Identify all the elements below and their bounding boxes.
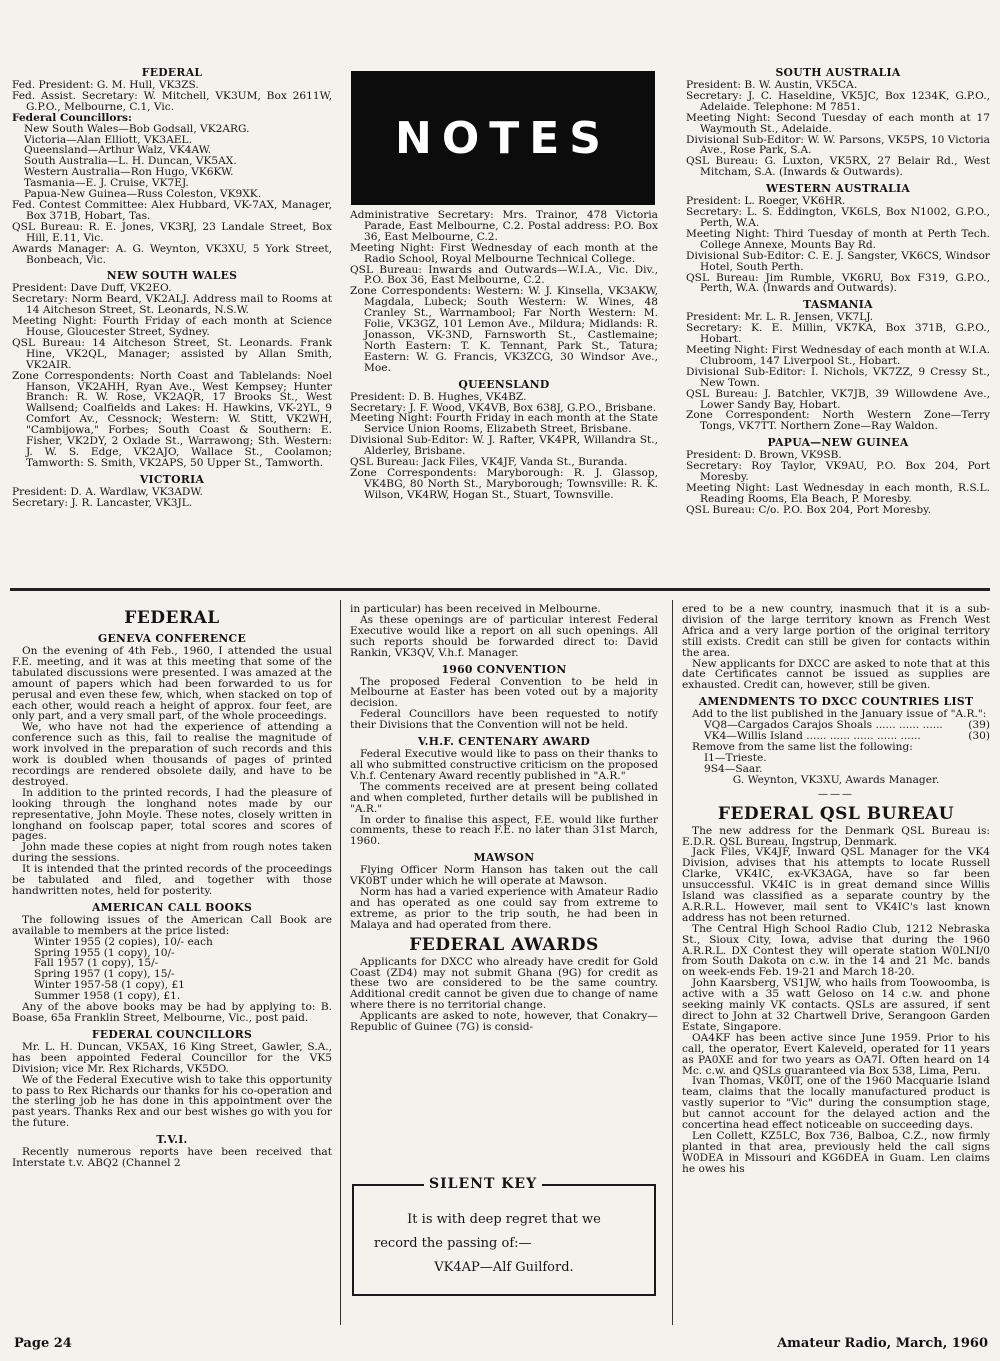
wa-item: Meeting Night: Third Tuesday of month at Perth Tech. College Annexe, Mounts Bay Rd.: [686, 227, 990, 251]
vhf-heading: V.H.F. CENTENARY AWARD: [417, 735, 591, 749]
nsw-heading: NEW SOUTH WALES: [106, 269, 238, 283]
councillor-entry: Papua-New Guinea—Russ Coleston, VK9XK.: [24, 188, 262, 201]
queensland-item: President: D. B. Hughes, VK4BZ.: [350, 390, 527, 403]
qsl-paragraph: Len Collett, KZ5LC, Box 736, Balboa, C.Z., now firmly planted in that area, previously held the call signs W0DEA in Missouri and KG6DEA in Guam. Len claims he owes his: [682, 1129, 990, 1175]
silent-key-title: SILENT KEY: [424, 1176, 542, 1192]
awards-paragraph: Applicants for DXCC who already have credit for Gold Coast (ZD4) may not submit Ghana (9G) for credit as these two are considered to be the same country. Additional credit cannot be given due to change of name where there is no territorial change.: [350, 955, 658, 1012]
councillors-paragraph: Mr. L. H. Duncan, VK5AX, 16 King Street, Gawler, S.A., has been appointed Federal Councillor for the VK5 Division; vice Mr. Rex Richards, VK5DO.: [12, 1040, 332, 1075]
federal-heading: FEDERAL: [141, 66, 203, 79]
federal-title: FEDERAL: [124, 608, 220, 628]
wa-item: Secretary: L. S. Eddington, VK6LS, Box N1002, G.P.O., Perth, W.A.: [686, 206, 990, 229]
qsl-paragraph: The new address for the Denmark QSL Bureau is: E.D.R. QSL Bureau, Ingstrup, Denmark.: [682, 824, 990, 848]
federal-item: Awards Manager: A. G. Weynton, VK3XU, 5 York Street, Bonbeach, Vic.: [12, 242, 332, 266]
sa-item: Secretary: J. C. Haseldine, VK5JC, Box 1234K, G.P.O., Adelaide. Telephone: M 7851.: [686, 89, 990, 113]
callbooks-heading: AMERICAN CALL BOOKS: [91, 900, 253, 914]
vhf-paragraph: The comments received are at present being collated and when completed, further details will be published in "A.R.": [350, 780, 658, 815]
column-divider: [672, 600, 673, 1325]
bottom-column-middle: [350, 604, 658, 1182]
queensland-item: Meeting Night: Fourth Friday in each month at the State Service Union Rooms, Elizabeth Street, Brisbane.: [350, 412, 658, 436]
png-item: President: D. Brown, VK9SB.: [686, 449, 842, 462]
geneva-paragraph: On the evening of 4th Feb., 1960, I attended the usual F.E. meeting, and it was at this meeting that some of the tabulated discussions were presented. I was amazed at the amount of papers which had been forwarded to us for perusal and even these few, which, when stacked on top of each other, would reach a height of approx. four feet, are only part, and a very small part, of the whole proceedings.: [12, 645, 332, 723]
tas-item: President: Mr. L. R. Jensen, VK7LJ.: [686, 311, 874, 324]
png-item: Meeting Night: Last Wednesday in each month, R.S.L. Reading Rooms, Ela Beach, P. Moresby.: [686, 482, 990, 505]
top-column-left: [12, 62, 332, 577]
federal-councillors-label: Federal Councillors:: [12, 111, 132, 124]
geneva-paragraph: It is intended that the printed records of the proceedings be tabulated and filed, and together with those handwritten notes, held for posterity.: [12, 863, 332, 897]
tvi-paragraph: in particular) has been received in Melbourne.: [350, 604, 601, 615]
victoria-item: QSL Bureau: Inwards and Outwards—W.I.A., Vic. Div., P.O. Box 36, East Melbourne, C.2.: [350, 263, 658, 287]
png-item: Secretary: Roy Taylor, VK9AU, P.O. Box 204, Port Moresby.: [686, 460, 990, 484]
callbook-entry: Fall 1957 (1 copy), 15/-: [34, 957, 159, 970]
tas-item: Divisional Sub-Editor: I. Nichols, VK7ZZ, 9 Cressy St., New Town.: [686, 365, 990, 389]
councillor-entry: Western Australia—Ron Hugo, VK6KW.: [24, 166, 234, 179]
victoria-item: Meeting Night: First Wednesday of each month at the Radio School, Royal Melbourne Technical College.: [350, 241, 658, 265]
notes-title: NOTES: [395, 112, 611, 164]
geneva-paragraph: We, who have not had the experience of attending a conference such as this, fail to realise the magnitude of work involved in the preparation of such records and this work is doubled when thousands of pages of printed recordings are rendered obsolete daily, and have to be destroyed.: [12, 721, 332, 788]
png-item: QSL Bureau: C/o. P.O. Box 204, Port Moresby.: [686, 503, 932, 516]
amendments-remove: Remove from the same list the following:: [692, 740, 913, 753]
nsw-item: President: Dave Duff, VK2EO.: [12, 282, 172, 295]
section-separator: ———: [818, 788, 854, 800]
amendments-heading: AMENDMENTS TO DXCC COUNTRIES LIST: [698, 695, 974, 709]
victoria-item: President: D. A. Wardlaw, VK3ADW.: [12, 485, 203, 498]
wa-item: President: L. Roeger, VK6HR.: [686, 195, 846, 208]
qsl-paragraph: Ivan Thomas, VK0IT, one of the 1960 Macquarie Island team, claims that the locally manufactured product is vastly superior to "Vic" during the consumption stage, but cannot account for the delayed action and the concertina head effect noticeable on succeeding days.: [682, 1075, 990, 1132]
victoria-heading: VICTORIA: [139, 472, 205, 486]
callbook-entry: Winter 1957-58 (1 copy), £1: [34, 979, 185, 992]
qsl-paragraph: John Kaarsberg, VS1JW, who hails from Toowoomba, is active with a 35 watt Geloso on 14 c.w. and phone seeking mainly VK contacts. QSLs are assured, if sent direct to John at 32 Chartwell Drive, Serangoon Garden Estate, Singapore.: [682, 977, 990, 1033]
convention-paragraph: Federal Councillors have been requested to notify their Divisions that the Convention will not be held.: [350, 708, 658, 732]
geneva-paragraph: John made these copies at night from rough notes taken during the sessions.: [12, 841, 332, 865]
callbook-entry: Winter 1955 (2 copies), 10/- each: [34, 935, 213, 948]
awards-title: FEDERAL AWARDS: [409, 934, 599, 955]
tas-heading: TASMANIA: [803, 298, 873, 312]
federal-item: Fed. Contest Committee: Alex Hubbard, VK-7AX, Manager, Box 371B, Hobart, Tas.: [12, 198, 332, 222]
qsl-bureau-title: FEDERAL QSL BUREAU: [717, 803, 955, 824]
sa-item: QSL Bureau: G. Luxton, VK5RX, 27 Belair Rd., West Mitcham, S.A. (Inwards & Outwards).: [686, 155, 990, 179]
wa-heading: WESTERN AUSTRALIA: [765, 182, 911, 196]
amendment-text: VK4—Willis Island ...... ...... ...... ...... ......: [704, 730, 921, 743]
top-column-right: [686, 62, 990, 577]
tas-item: Meeting Night: First Wednesday of each month at W.I.A. Clubroom, 147 Liverpool St., Hobart.: [686, 344, 990, 367]
victoria-item: Zone Correspondents: Western: W. J. Kinsella, VK3AKW, Magdala, Lubeck; South Western: W. Wines, 48 Cranley St., Warrnambool; Far North Western: M. Folie, VK3GZ, 101 Lemon Ave., Mildura; Midlands: R. Jonasson, VK-3ND, Farnsworth St., Castlemaine; North Eastern: T. K. Tennant, Park St., Tatura; Eastern: W. G. Francis, VK3ZCG, 30 Windsor Ave., Moe.: [350, 285, 658, 374]
vhf-paragraph: Federal Executive would like to pass on their thanks to all who submitted constructive criticism on the proposed V.h.f. Centenary Award recently published in "A.R.": [350, 748, 658, 782]
queensland-item: Divisional Sub-Editor: W. J. Rafter, VK4PR, Willandra St., Alderley, Brisbane.: [350, 434, 658, 458]
sa-item: Divisional Sub-Editor: W. W. Parsons, VK5PS, 10 Victoria Ave., Rose Park, S.A.: [686, 133, 990, 157]
sa-item: President: B. W. Austin, VK5CA.: [686, 79, 858, 91]
mawson-heading: MAWSON: [473, 851, 535, 865]
notes-title-box: [351, 71, 655, 205]
nsw-item: Zone Correspondents: North Coast and Tablelands: Noel Hanson, VK2AHH, Ryan Ave., West Kempsey; Hunter Branch: R. W. Rose, VK2AQR, 17 Brooks St., West Wallsend; Coalfields and Lakes: H. Hawkins, VK-2YL, 9 Comfort Av., Cessnock; Western: W. Stitt, VK2WH, "Cambijowa," Forbes; South Coast & Southern: E. Fisher, VK2DY, 2 Oxlade St., Warrawong; Sth. Western: J. W. S. Edge, VK2AJO, Wallace St., Coolamon; Tamworth: S. Smith, VK2APS, 50 Upper St., Tamworth.: [12, 369, 332, 469]
awards-paragraph: Applicants are asked to note, however, that Conakry—Republic of Guinee (7G) is consid-: [350, 1010, 658, 1034]
bottom-column-left: [12, 604, 332, 1332]
federal-item: Fed. President: G. M. Hull, VK3ZS.: [12, 79, 199, 91]
tas-item: Zone Correspondent: North Western Zone—Terry Tongs, VK7TT. Northern Zone—Ray Waldon.: [686, 409, 990, 433]
amendments-intro: Add to the list published in the January issue of "A.R.":: [692, 708, 987, 721]
tvi-heading: T.V.I.: [156, 1133, 188, 1147]
nsw-item: QSL Bureau: 14 Aitcheson Street, St. Leonards. Frank Hine, VK2QL, Manager; assisted by Allan Smith, VK2AIR.: [12, 336, 332, 371]
tvi-paragraph: As these openings are of particular interest Federal Executive would like a report on all such openings. All such reports should be forwarded direct to: David Rankin, VK3QV, V.h.f. Manager.: [350, 613, 658, 659]
callbooks-outro: Any of the above books may be had by applying to: B. Boase, 65a Franklin Street, Melbourne, Vic., post paid.: [12, 1001, 332, 1024]
qsl-paragraph: Jack Files, VK4JF, Inward QSL Manager for the VK4 Division, advises that his attempts to locate Russell Clarke, VK4IC, ex-VK3AGA, have so far been unsuccessful. VK4IC is in great demand since Willis Island was classified as a separate country by the A.R.R.L. However, mail sent to VK4IC's last known address has not been returned.: [682, 846, 990, 924]
amendment-removal: I1—Trieste.: [704, 751, 767, 764]
mawson-paragraph: Norm has had a varied experience with Amateur Radio and has operated as one could say from extreme to extreme, as prior to the trip south, he had been in Malaya and had operated from there.: [350, 886, 658, 931]
amendment-removal: 9S4—Saar.: [704, 762, 763, 775]
wa-item: Divisional Sub-Editor: C. E. J. Sangster, VK6CS, Windsor Hotel, South Perth.: [686, 249, 990, 273]
tvi-paragraph: Recently numerous reports have been received that Interstate t.v. ABQ2 (Channel 2: [12, 1146, 332, 1170]
sa-heading: SOUTH AUSTRALIA: [775, 66, 901, 79]
geneva-paragraph: In addition to the printed records, I had the pleasure of looking through the longhand notes made by our representative, John Moyle. These notes, closely written in longhand on foolscap paper, total scores and scores of pages.: [12, 786, 332, 843]
councillors-heading: FEDERAL COUNCILLORS: [91, 1027, 253, 1041]
convention-paragraph: The proposed Federal Convention to be held in Melbourne at Easter has been voted out by a majority decision.: [350, 675, 658, 710]
tas-item: QSL Bureau: J. Batchler, VK7JB, 39 Willowdene Ave., Lower Sandy Bay, Hobart.: [686, 387, 990, 411]
convention-heading: 1960 CONVENTION: [441, 662, 567, 676]
publication-footer: Amateur Radio, March, 1960: [777, 1336, 988, 1351]
queensland-item: Secretary: J. F. Wood, VK4VB, Box 638J, G.P.O., Brisbane.: [350, 401, 657, 414]
qsl-paragraph: The Central High School Radio Club, 1212 Nebraska St., Sioux City, Iowa, advise that during the 1960 A.R.R.L. DX Contest they will operate station W0LNI/0 from South Dakota on c.w. in the 14 and 21 Mc. bands on week-ends Feb. 19-21 and March 18-20.: [682, 922, 990, 979]
victoria-item: Administrative Secretary: Mrs. Trainor, 478 Victoria Parade, East Melbourne, C.2. Postal address: P.O. Box 36, East Melbourne, C.2.: [350, 210, 658, 243]
callbook-entry: Spring 1957 (1 copy), 15/-: [34, 968, 175, 981]
silent-key-box: [352, 1176, 656, 1296]
amendments-signature: G. Weynton, VK3XU, Awards Manager.: [732, 773, 940, 786]
awards-paragraph: New applicants for DXCC are asked to note that at this date Certificates cannot be issued as supplies are exhausted. Credit can, however, still be given.: [682, 657, 990, 692]
silent-key-line: VK4AP—Alf Guilford.: [434, 1260, 574, 1275]
page-number: Page 24: [14, 1336, 72, 1351]
mawson-paragraph: Flying Officer Norm Hanson has taken out the call VK0BT under which he will operate at Mawson.: [350, 864, 658, 888]
vhf-paragraph: In order to finalise this aspect, F.E. would like further comments, these to reach F.E. no later than 31st March, 1960.: [350, 813, 658, 848]
tas-item: Secretary: K. E. Millin, VK7KA, Box 371B, G.P.O., Hobart.: [686, 322, 990, 346]
column-divider: [340, 600, 341, 1325]
silent-key-line: record the passing of:—: [374, 1236, 532, 1251]
callbooks-intro: The following issues of the American Call Book are available to members at the price listed:: [12, 913, 332, 937]
section-divider: [10, 588, 990, 591]
federal-item: Fed. Assist. Secretary: W. Mitchell, VK3UM, Box 2611W, G.P.O., Melbourne, C.1, Vic.: [12, 89, 332, 113]
silent-key-line: It is with deep regret that we: [407, 1212, 601, 1227]
councillor-entry: Victoria—Alan Elliott, VK3AEL.: [24, 133, 192, 146]
bottom-column-right: [682, 604, 990, 1332]
councillor-entry: New South Wales—Bob Godsall, VK2ARG.: [24, 122, 250, 135]
queensland-item: Zone Correspondents: Maryborough: R. J. Glassop, VK4BG, 80 North St., Maryborough; Townsville: R. K. Wilson, VK4RW, Hogan St., Stuart, Townsville.: [350, 466, 658, 501]
sa-item: Meeting Night: Second Tuesday of each month at 17 Waymouth St., Adelaide.: [686, 111, 990, 135]
councillor-entry: South Australia—L. H. Duncan, VK5AX.: [24, 155, 237, 168]
callbook-entry: Summer 1958 (1 copy), £1.: [34, 990, 181, 1003]
queensland-heading: QUEENSLAND: [458, 377, 550, 391]
wa-item: QSL Bureau: Jim Rumble, VK6RU, Box F319, G.P.O., Perth, W.A. (Inwards and Outwards).: [686, 271, 990, 295]
qsl-paragraph: OA4KF has been active since June 1959. Prior to his call, the operator, Evert Kaleveld, operated for 11 years as PA0XE and for two years as OA7I. Often heard on 14 Mc. c.w. and QSLs guaranteed via Box 538, Lima, Peru.: [682, 1031, 990, 1077]
councillors-paragraph: We of the Federal Executive wish to take this opportunity to pass to Rex Richards our thanks for his co-operation and the sterling job he has done in this appointment over the past years. Thanks Rex and our best wishes go with you for the future.: [12, 1073, 332, 1130]
nsw-item: Secretary: Norm Beard, VK2ALJ. Address mail to Rooms at 14 Aitcheson Street, St. Leonards, N.S.W.: [12, 293, 332, 317]
png-heading: PAPUA—NEW GUINEA: [767, 436, 909, 450]
top-column-middle: [350, 210, 658, 578]
victoria-item: Secretary: J. R. Lancaster, VK3JL.: [12, 496, 193, 509]
geneva-heading: GENEVA CONFERENCE: [98, 632, 246, 645]
federal-item: QSL Bureau: R. E. Jones, VK3RJ, 23 Landale Street, Box Hill, E.11, Vic.: [12, 220, 332, 244]
amendment-number: (39): [968, 719, 990, 732]
nsw-item: Meeting Night: Fourth Friday of each month at Science House, Gloucester Street, Sydney.: [12, 315, 332, 339]
awards-paragraph: ered to be a new country, inasmuch that it is a sub-division of the large territory known as French West Africa and a very large portion of the original territory still exists. Credit can still be given for contacts within the area.: [682, 604, 990, 659]
amendment-number: (30): [968, 730, 990, 743]
amendment-text: VQ8—Cargados Carajos Shoals ...... ...... ......: [704, 719, 943, 732]
councillor-entry: Tasmania—E. J. Cruise, VK7EJ.: [24, 177, 189, 190]
callbook-entry: Spring 1955 (1 copy), 10/-: [34, 946, 175, 959]
councillor-entry: Queensland—Arthur Walz, VK4AW.: [24, 144, 212, 157]
queensland-item: QSL Bureau: Jack Files, VK4JF, Vanda St., Buranda.: [350, 456, 628, 469]
